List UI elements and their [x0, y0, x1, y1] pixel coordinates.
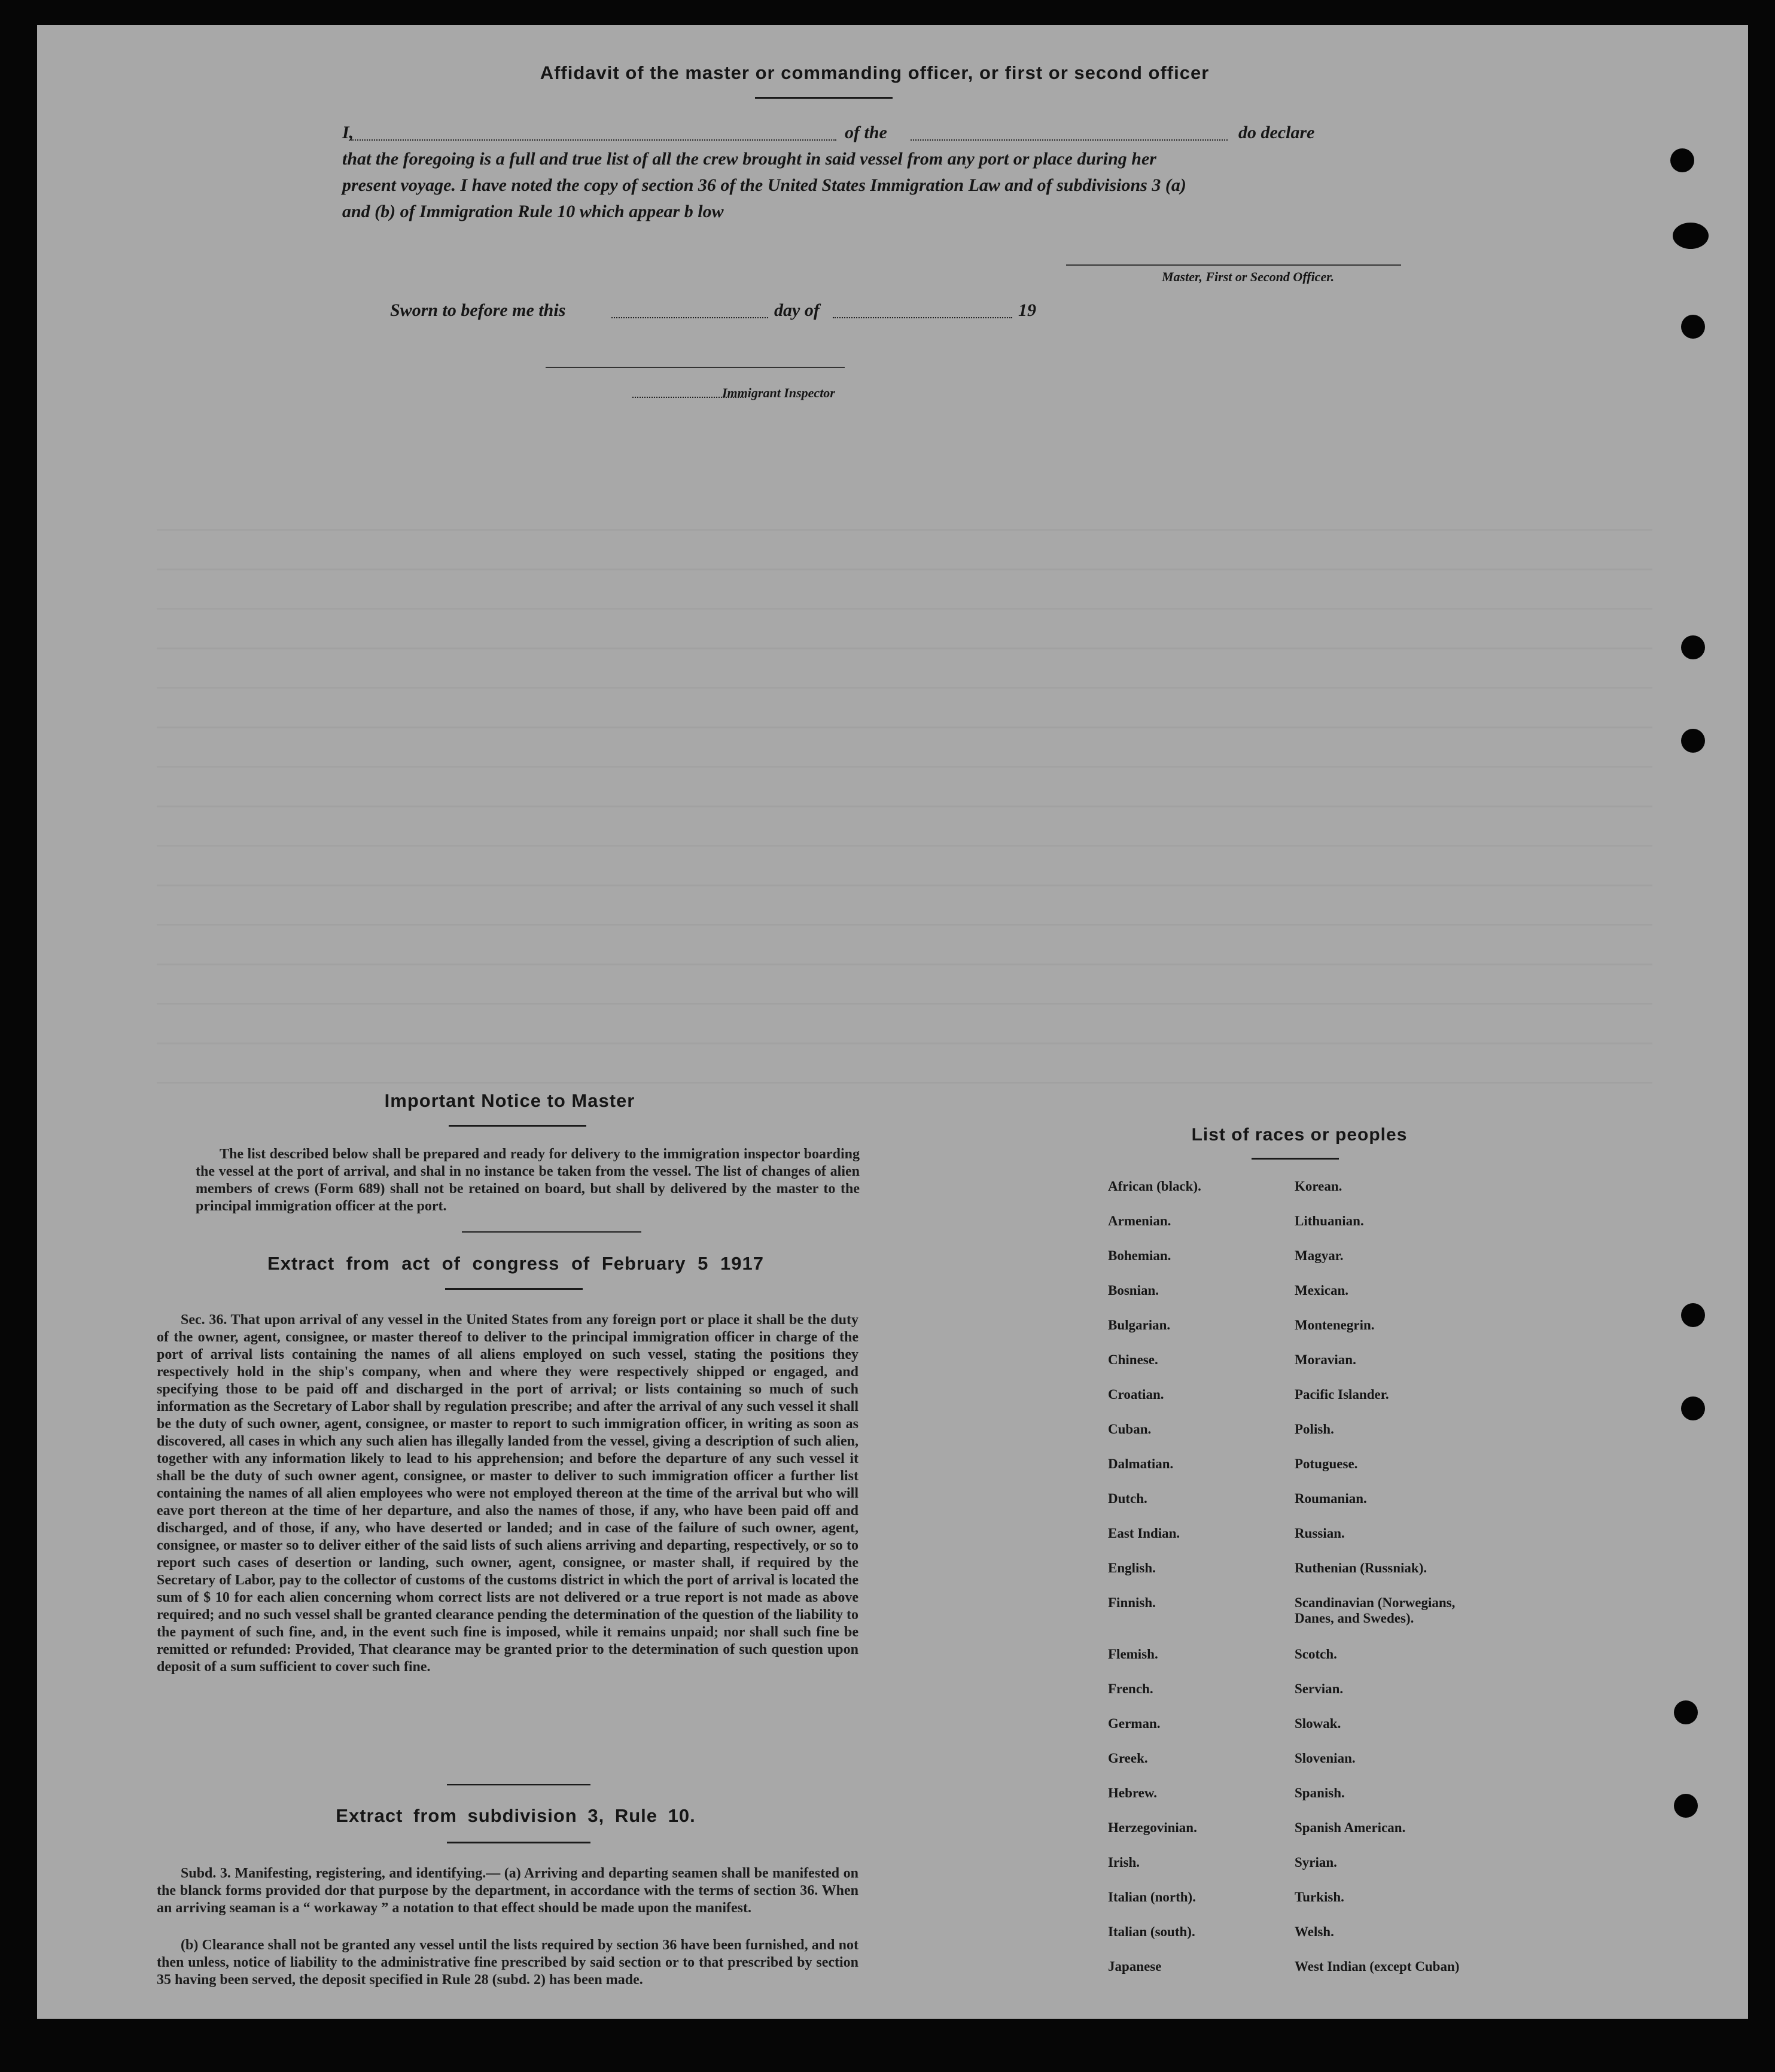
binder-hole — [1670, 148, 1694, 172]
race-item: Japanese — [1108, 1959, 1162, 1974]
inspector-label: Immigrant Inspector — [722, 385, 835, 400]
vessel-blank[interactable] — [911, 139, 1228, 141]
race-item: Slowak. — [1295, 1716, 1341, 1731]
binder-hole — [1681, 635, 1705, 659]
race-item: Pacific Islander. — [1295, 1387, 1389, 1402]
inspector-signature-line[interactable] — [546, 367, 845, 368]
race-item: African (black). — [1108, 1179, 1201, 1194]
race-item: Bohemian. — [1108, 1248, 1171, 1263]
master-signature-label: Master, First or Second Officer. — [1162, 269, 1335, 284]
extract-rule-title: Extract from subdivision 3, Rule 10. — [336, 1805, 696, 1826]
affidavit-line-1 — [342, 123, 1315, 143]
race-item: Slovenian. — [1295, 1751, 1356, 1766]
bleed-through-shading — [157, 492, 1652, 1090]
race-item: Irish. — [1108, 1855, 1140, 1870]
race-item: Korean. — [1295, 1179, 1342, 1194]
race-item: Finnish. — [1108, 1595, 1156, 1610]
race-item: Italian (south). — [1108, 1924, 1195, 1939]
binder-hole — [1674, 1700, 1698, 1724]
divider — [462, 1231, 641, 1233]
sworn-day-of: day of — [774, 300, 820, 320]
race-item: Flemish. — [1108, 1647, 1158, 1662]
race-item: Croatian. — [1108, 1387, 1164, 1402]
sworn-line — [390, 300, 1036, 321]
race-item: West Indian (except Cuban) — [1295, 1959, 1460, 1974]
document-page — [37, 25, 1748, 2019]
divider — [447, 1842, 590, 1843]
affidavit-line-3: present voyage. I have noted the copy of section 36 of the United States Immigration Law and of subdivisions 3 (a) — [342, 175, 1186, 195]
race-item: French. — [1108, 1681, 1153, 1696]
race-item: Spanish American. — [1295, 1820, 1406, 1835]
race-item: Moravian. — [1295, 1352, 1356, 1367]
binder-hole — [1681, 1303, 1705, 1327]
race-item: Herzegovinian. — [1108, 1820, 1197, 1835]
sworn-day-blank[interactable] — [611, 317, 768, 318]
race-item: Bulgarian. — [1108, 1318, 1171, 1332]
race-item: Welsh. — [1295, 1924, 1334, 1939]
race-item: German. — [1108, 1716, 1161, 1731]
sworn-month-blank[interactable] — [833, 317, 1012, 318]
race-item: Lithuanian. — [1295, 1213, 1364, 1228]
race-item: Potuguese. — [1295, 1456, 1358, 1471]
race-item: Polish. — [1295, 1422, 1334, 1437]
race-item: Scandinavian (Norwegians, Danes, and Swedes). — [1295, 1595, 1456, 1626]
race-item: Turkish. — [1295, 1890, 1344, 1904]
race-item: Syrian. — [1295, 1855, 1337, 1870]
binder-hole — [1681, 315, 1705, 339]
race-item: Spanish. — [1295, 1785, 1345, 1800]
sworn-label: Sworn to before me this — [390, 300, 566, 320]
race-item: Scotch. — [1295, 1647, 1337, 1662]
binder-hole — [1673, 223, 1709, 249]
race-item: Bosnian. — [1108, 1283, 1159, 1298]
race-item: Servian. — [1295, 1681, 1344, 1696]
race-item: Italian (north). — [1108, 1890, 1196, 1904]
affidavit-of-the: of the — [845, 123, 887, 142]
race-item: Armenian. — [1108, 1213, 1171, 1228]
divider — [449, 1125, 586, 1127]
master-signature-line[interactable] — [1066, 264, 1401, 266]
race-item: Cuban. — [1108, 1422, 1152, 1437]
name-blank[interactable] — [351, 139, 836, 141]
divider — [445, 1288, 583, 1290]
affidavit-i: I, — [342, 123, 354, 142]
notice-text: The list described below shall be prepared and ready for delivery to the immigration inspector boarding the vessel at the port of arrival, and shal in no instance be taken from the vessel. The list of changes of alien members of crews (Form 689) shall not be retained on board, but shall by delivered by the master to the principal immigration officer at the port. — [196, 1146, 860, 1214]
binder-hole — [1674, 1794, 1698, 1818]
race-item: Dutch. — [1108, 1491, 1147, 1506]
race-item: Roumanian. — [1295, 1491, 1367, 1506]
affidavit-title: Affidavit of the master or commanding officer, or first or second officer — [540, 62, 1210, 83]
race-item: Montenegrin. — [1295, 1318, 1375, 1332]
race-item: Greek. — [1108, 1751, 1148, 1766]
race-item: Hebrew. — [1108, 1785, 1157, 1800]
divider — [755, 97, 893, 99]
race-item: Magyar. — [1295, 1248, 1344, 1263]
race-item: Chinese. — [1108, 1352, 1158, 1367]
notice-title: Important Notice to Master — [384, 1090, 635, 1111]
race-item: Ruthenian (Russniak). — [1295, 1560, 1427, 1575]
extract-rule-text-a: Subd. 3. Manifesting, registering, and identifying.— (a) Arriving and departing seamen shall be manifested on the blanck forms provided dor that purpose by the department, in accordance with the terms of section 36. When an arriving seaman is a “ workaway ” a notation to that effect should be made upon the manifest. — [157, 1866, 858, 1916]
sworn-year: 19 — [1018, 300, 1036, 320]
race-item: Russian. — [1295, 1526, 1345, 1541]
binder-hole — [1681, 729, 1705, 753]
divider — [447, 1784, 590, 1785]
race-item: Mexican. — [1295, 1283, 1349, 1298]
affidavit-line-4: and (b) of Immigration Rule 10 which appear b low — [342, 202, 724, 221]
race-item: Dalmatian. — [1108, 1456, 1174, 1471]
extract-rule-text-b: (b) Clearance shall not be granted any vessel until the lists required by section 36 have been furnished, and not then unless, notice of liability to the administrative fine prescribed by said section or to that prescribed by section 35 having been served, the deposit specified in Rule 28 (subd. 2) has been made. — [157, 1937, 858, 1988]
race-item: East Indian. — [1108, 1526, 1180, 1541]
affidavit-line-2: that the foregoing is a full and true list of all the crew brought in said vessel from any port or place during her — [342, 149, 1156, 169]
extract-act-title: Extract from act of congress of February 5 1917 — [267, 1253, 764, 1274]
divider — [1252, 1158, 1339, 1160]
extract-act-text: Sec. 36. That upon arrival of any vessel in the United States from any foreign port or place it shall be the duty of the owner, agent, consignee, or master thereof to deliver to the principal immigration officer in charge of the port of arrival lists containing the names of all aliens employed on such vessel, stating the positions they respectively hold in the ship's company, when and where they were respectively shipped or engaged, and specifying those to be paid off and discharged in the port of arrival; or lists containing so much of such information as the Secretary of Labor shall by regulation prescribe; and after the arrival of any such vessel it shall be the duty of such owner, agent, consignee, or master to report to such immigration officer, in writing as soon as discovered, all cases in which any such alien has illegally landed from the vessel, giving a description of such alien, together with any information likely to lead to his apprehension; and before the departure of any such vessel it shall be the duty of such owner agent, consignee, or master to deliver to such immigration officer a further list containing the names of all alien employees who were not employed thereon at the time of the arrival but who will eave port thereon at the time of her departure, and also the names of those, if any, who have been paid off and discharged, and of those, if any, who have deserted or landed; and in case of the failure of such owner, agent, consignee, or master so to deliver either of the said lists of such aliens arriving and departing, respectively, or so to report such cases of desertion or landing, such owner, agent, consignee, or master shall, if required by the Secretary of Labor, pay to the collector of customs of the customs district in which the port of arrival is located the sum of $ 10 for each alien concerning whom correct lists are not delivered or a true report is not made as above required; and no such vessel shall be granted clearance pending the determination of the question of the liability to the payment of such fine, and, in the event such fine is imposed, while it remains unpaid; nor shall such fine be remitted or refunded: Provided, That clearance may be granted prior to the determination of such question upon deposit of a sum sufficient to cover such fine. — [157, 1312, 858, 1675]
binder-hole — [1681, 1396, 1705, 1420]
affidavit-do-declare: do declare — [1238, 123, 1315, 142]
race-item: English. — [1108, 1560, 1156, 1575]
races-title: List of races or peoples — [1191, 1125, 1408, 1145]
